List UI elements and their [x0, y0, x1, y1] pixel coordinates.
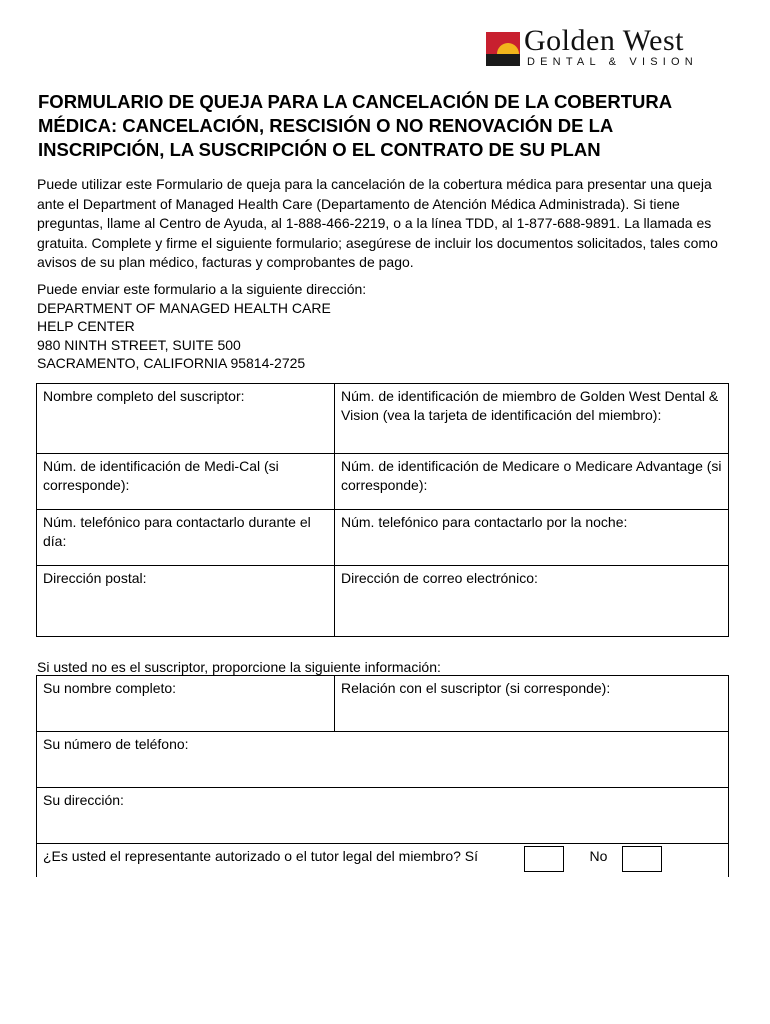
your-full-name-field[interactable]: Su nombre completo:: [37, 676, 335, 732]
logo-wordmark: Golden West: [524, 24, 685, 57]
yes-checkbox[interactable]: [524, 846, 564, 872]
subscriber-name-field[interactable]: Nombre completo del suscriptor:: [37, 384, 335, 454]
your-address-field[interactable]: Su dirección:: [37, 788, 729, 844]
table-row: [37, 384, 729, 454]
table-row: [37, 566, 729, 637]
golden-west-logo: [486, 24, 730, 72]
subscriber-info-table: [36, 383, 729, 637]
table-row: [37, 510, 729, 566]
table-row: [37, 788, 729, 844]
no-label: No: [589, 847, 608, 864]
address-line: SACRAMENTO, CALIFORNIA 95814-2725: [37, 355, 306, 371]
your-phone-field[interactable]: Su número de teléfono:: [37, 732, 729, 788]
table-row: [37, 676, 729, 732]
medi-cal-id-field[interactable]: Núm. de identificación de Medi-Cal (si corresponde):: [37, 454, 335, 510]
address-line: HELP CENTER: [37, 318, 135, 334]
member-id-field[interactable]: Núm. de identificación de miembro de Golden West Dental & Vision (vea la tarjeta de identificación del miembro):: [335, 384, 729, 454]
day-phone-field[interactable]: Núm. telefónico para contactarlo durante el día:: [37, 510, 335, 566]
address-line: DEPARTMENT OF MANAGED HEALTH CARE: [37, 299, 331, 316]
logo-tagline: DENTAL & VISION: [527, 56, 698, 68]
table-row: [37, 732, 729, 788]
address-lead: Puede enviar este formulario a la siguiente dirección:: [37, 281, 367, 297]
form-title: FORMULARIO DE QUEJA PARA LA CANCELACIÓN DE LA COBERTURA MÉDICA: CANCELACIÓN, RESCISIÓN O NO RENOVACIÓN DE LA INSCRIPCIÓN, LA SUSCRIPCIÓN O EL CONTRATO DE SU PLAN: [38, 91, 672, 160]
sunrise-logo-icon: [486, 32, 520, 66]
relationship-field[interactable]: Relación con el suscriptor (si corresponde):: [335, 676, 729, 732]
address-line: 980 NINTH STREET, SUITE 500: [37, 336, 241, 353]
postal-address-field[interactable]: Dirección postal:: [37, 566, 335, 637]
night-phone-field[interactable]: Núm. telefónico para contactarlo por la noche:: [335, 510, 729, 566]
mailing-address-block: [37, 280, 737, 373]
no-checkbox[interactable]: [622, 846, 662, 872]
authorized-question: ¿Es usted el representante autorizado o el tutor legal del miembro? Sí: [43, 848, 479, 864]
table-row: [37, 454, 729, 510]
intro-paragraph: Puede utilizar este Formulario de queja para la cancelación de la cobertura médica para presentar una queja ante el Department of Managed Health Care (Departamento de Atención Médica Administrada). Si tiene preguntas, llame al Centro de Ayuda, al 1-888-466-2219, o a la línea TDD, al 1-877-688-9891. La llamada es gratuita. Complete y firme el siguiente formulario; asegúrese de incluir los documentos solicitados, tales como avisos de su plan médico, facturas y comprobantes de pago.: [37, 176, 718, 270]
medicare-id-field[interactable]: Núm. de identificación de Medicare o Medicare Advantage (si corresponde):: [335, 454, 729, 510]
email-field[interactable]: Dirección de correo electrónico:: [335, 566, 729, 637]
non-subscriber-note: Si usted no es el suscriptor, proporcione la siguiente información:: [37, 659, 441, 675]
